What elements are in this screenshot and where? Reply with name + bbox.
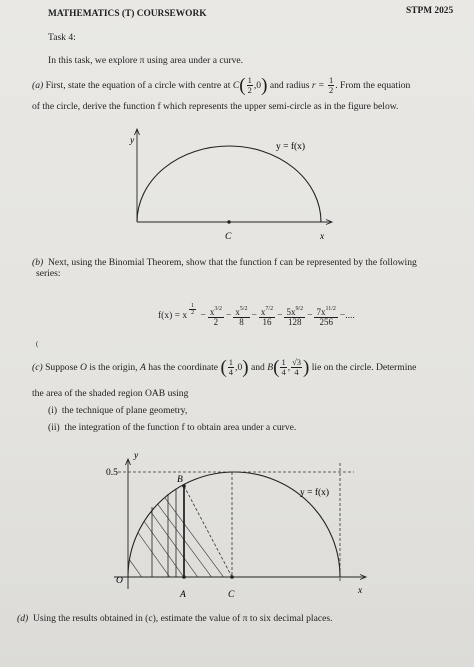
var-b: B (267, 361, 274, 373)
part-c-line1: (c) Suppose O is the origin, A has the coordinate ( $\frac{1}{4}$ , 0 ) and B ( $\frac{1}{4}$ , $\frac{√3}{4}$ ) lie on the circle. Determine (32, 356, 417, 378)
var-a: A (139, 361, 146, 373)
fig2-o-label: O (116, 576, 123, 586)
fig2-point-a (182, 575, 186, 579)
radius-var: r = (311, 79, 325, 91)
part-c-text2: is the origin, (89, 361, 138, 373)
fig2-x-label: x (358, 586, 363, 596)
stray-mark: ( (36, 340, 39, 348)
centre-x-fraction: $\frac{1}{2}$ (247, 75, 252, 95)
series-term-2: $\frac{x^{5/2}}{8}$ (235, 305, 248, 327)
fig2-y-label: y (134, 451, 139, 461)
part-c-text5: lie on the circle. Determine (311, 361, 417, 373)
part-c-text1: Suppose (45, 361, 78, 373)
part-a-text3: . From the equation (335, 79, 411, 91)
binomial-series: f(x) = x $\frac{1}{2}$ − $\frac{x^{3/2}}{2}$ − $\frac{x^{5/2}}{8}$ − $\frac{x^{7/2}}{16}$ − $\frac{5x^{9/2}}{128}$ − $\frac{7x^{11/2}}{256}$ − .... (158, 303, 355, 327)
series-lhs-exponent: $\frac{1}{2}$ (191, 303, 195, 316)
fig1-y-label: y (130, 136, 135, 146)
task-title: Task 4: (48, 32, 76, 43)
figure-shaded-region (104, 443, 374, 605)
part-a-line1: (a) First, state the equation of a circle with centre at C ( $\frac{1}{2}$ , 0 ) and radius r = $\frac{1}{2}$ . From the equation (32, 74, 411, 96)
b-x-fraction: $\frac{1}{4}$ (281, 357, 286, 377)
fig1-centre-label: C (225, 232, 232, 242)
fig2-y-tick: 0.5 (106, 468, 118, 478)
part-d-line (17, 613, 333, 624)
task-intro: In this task, we explore π using area under a curve. (48, 55, 244, 66)
part-c-text6: the area of the shaded region OAB using (32, 388, 189, 399)
a-y: 0 (237, 361, 243, 373)
part-a-text4: of the circle, derive the function f which represents the upper semi-circle as in the figure below. (32, 101, 399, 112)
a-x-fraction: $\frac{1}{4}$ (228, 357, 234, 377)
fig2-hatching (114, 483, 228, 583)
centre-letter: C (232, 79, 240, 91)
part-b-text1: Next, using the Binomial Theorem, show that the function f can be represented by the following (47, 257, 417, 268)
var-o: O (79, 361, 87, 373)
series-term-4: $\frac{5x^{9/2}}{128}$ (286, 305, 304, 327)
fig2-c-label: C (228, 590, 235, 600)
exam-label: STPM 2025 (406, 6, 454, 16)
fig1-curve-label: y = f(x) (276, 142, 306, 152)
part-c-text4: and (250, 361, 265, 373)
part-c-text3: has the coordinate (148, 361, 219, 373)
series-term-3: $\frac{x^{7/2}}{16}$ (260, 305, 274, 327)
fig1-centre-point (227, 220, 230, 223)
fig1-x-label: x (320, 232, 325, 242)
part-b-line1 (32, 257, 417, 268)
part-d-text: Using the results obtained in (c), estimate the value of π to six decimal places. (32, 613, 333, 624)
part-c-label: (c) (32, 361, 43, 373)
fig2-b-label: B (177, 475, 183, 485)
fig1-semicircle-curve (137, 146, 321, 222)
course-title: MATHEMATICS (T) COURSEWORK (48, 9, 207, 19)
fig2-point-c (230, 575, 234, 579)
part-b-text2: series: (36, 268, 61, 279)
centre-y: 0 (256, 79, 262, 91)
part-a-text1: First, state the equation of a circle with centre at (45, 79, 231, 91)
series-term-1: $\frac{x^{3/2}}{2}$ (209, 305, 223, 327)
part-a-text2: and radius (269, 79, 310, 91)
part-b-label: (b) (32, 257, 44, 268)
fig2-a-label: A (180, 590, 186, 600)
part-c-item-1: (i) the technique of plane geometry, (48, 405, 188, 416)
fig2-curve-label: y = f(x) (300, 488, 330, 498)
series-tail: .... (345, 311, 355, 321)
part-a-label: (a) (32, 79, 44, 91)
figure-upper-semicircle (118, 124, 348, 246)
radius-fraction: $\frac{1}{2}$ (328, 75, 334, 95)
b-y-fraction: $\frac{√3}{4}$ (292, 357, 302, 377)
series-lhs: f(x) = x (158, 311, 188, 321)
left-paren: ( (239, 74, 246, 96)
right-paren: ) (261, 74, 268, 96)
part-d-label: (d) (17, 613, 29, 624)
fig2-radius-cb (184, 486, 232, 577)
series-term-5: $\frac{7x^{11/2}}{256}$ (316, 305, 336, 327)
part-c-item-2: (ii) the integration of the function f to obtain area under a curve. (48, 422, 297, 433)
